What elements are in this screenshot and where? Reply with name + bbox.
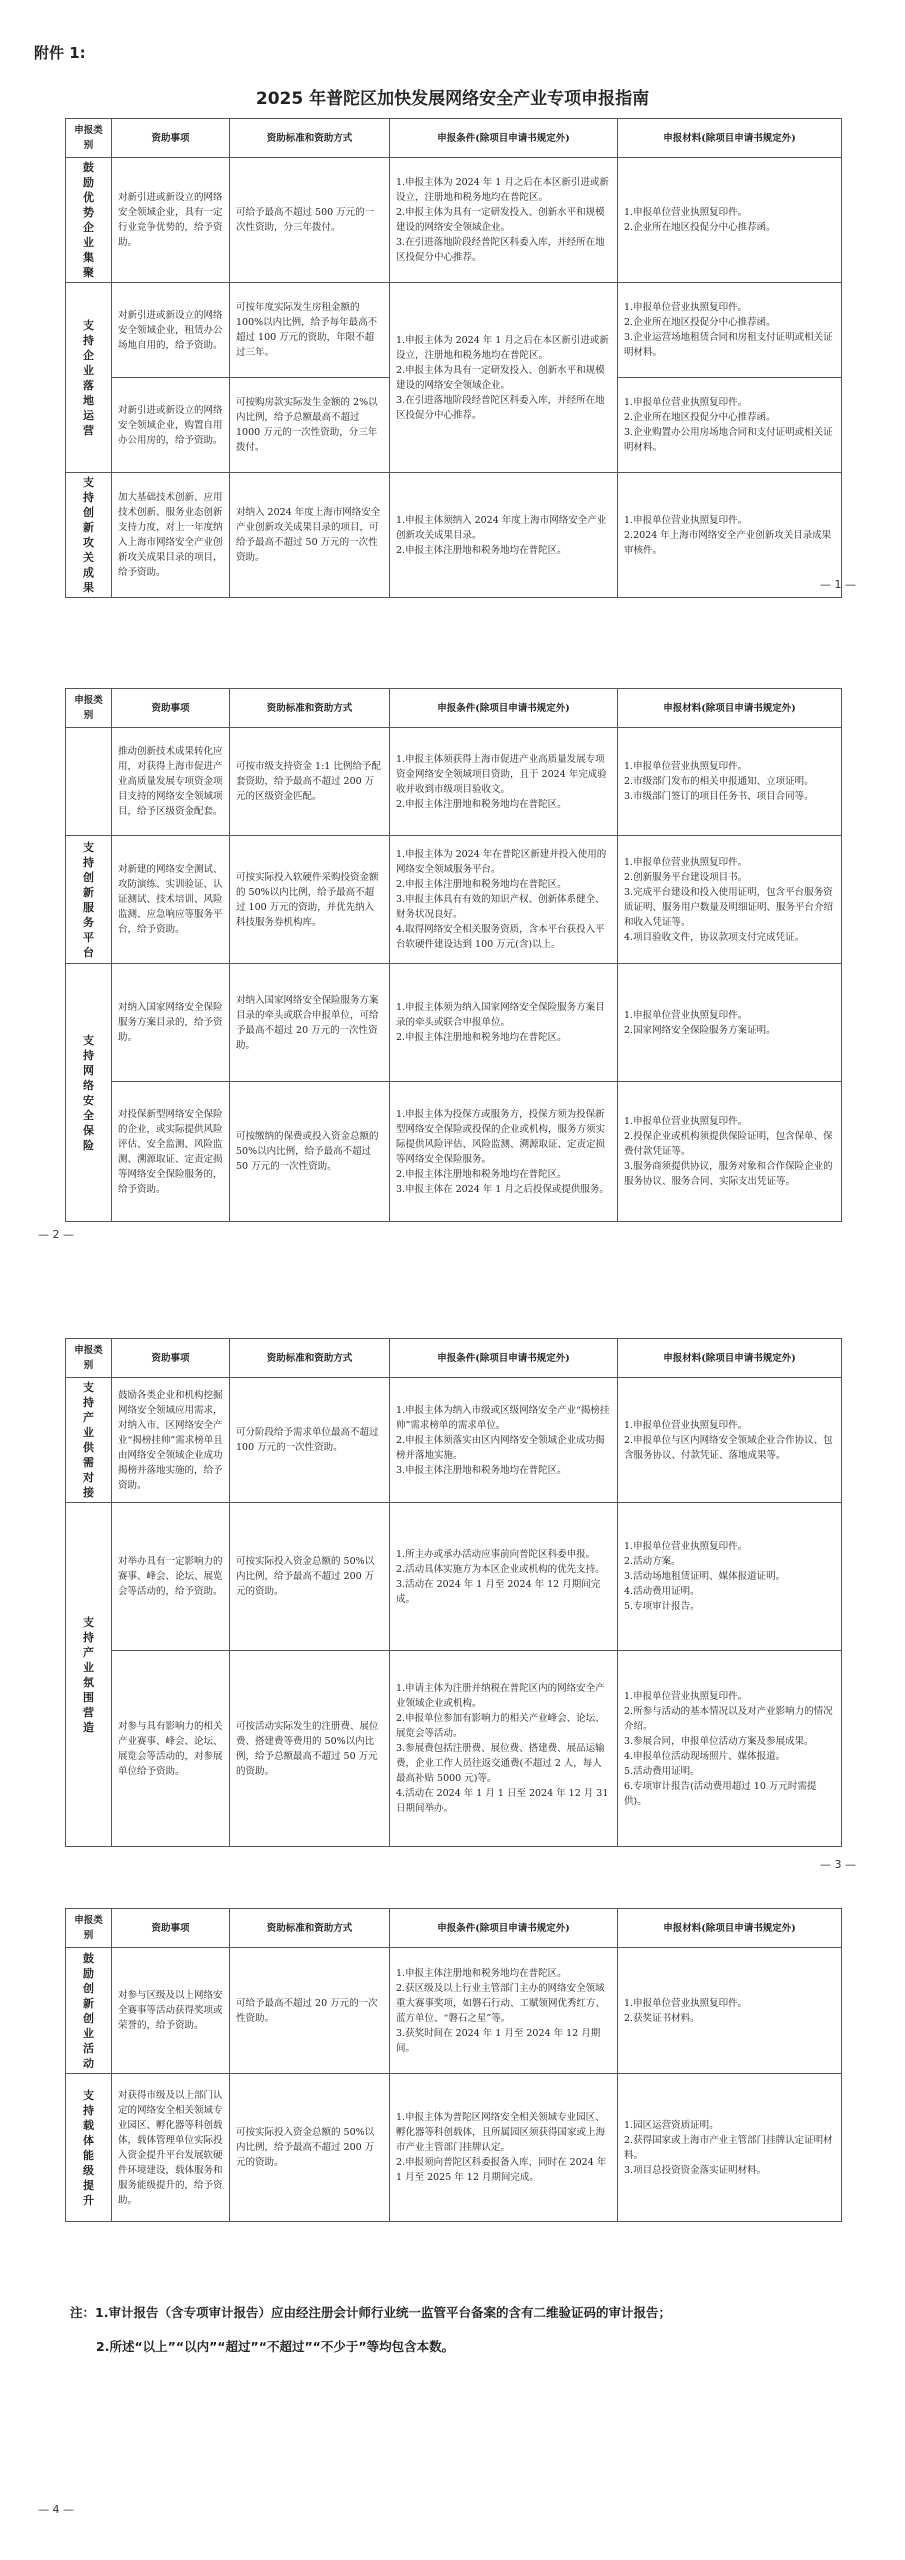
table-row [66, 728, 842, 836]
conditions-cell: 1.申报主体为 2024 年 1 月之后在本区新引进或新设立，注册地和税务地均在普陀区。 2.申报主体为具有一定研发投入、创新水平和规模建设的网络安全领域企业。 3.在引进落地阶段经普陀区科委入库，并经所在地区投促分中心推荐。 [390, 283, 618, 473]
header-standard: 资助标准和资助方式 [230, 689, 390, 728]
header-item: 资助事项 [112, 119, 230, 158]
conditions-cell: 1.申报主体须获得上海市促进产业高质量发展专项资金网络安全领域项目资助，且于 2024 年完成验收并收到市级项目验收文。 2.申报主体注册地和税务地均在普陀区。 [390, 728, 618, 836]
materials-cell: 1.申报单位营业执照复印件。 2.国家网络安全保险服务方案证明。 [618, 964, 842, 1082]
category-cell: 支持载体能级提升 [66, 2074, 112, 2222]
note-2: 2.所述“以上”“以内”“超过”“不超过”“不少于”等均包含本数。 [96, 2339, 455, 2354]
guide-table-page-2 [65, 688, 842, 1222]
page-number-4: — 4 — [38, 2503, 74, 2516]
standard-cell: 对纳入 2024 年度上海市网络安全产业创新攻关成果目录的项目，可给予最高不超过 50 万元的一次性资助。 [230, 473, 390, 598]
item-cell: 对新引进或新设立的网络安全领域企业，租赁办公场地自用的，给予资助。 [112, 283, 230, 378]
notes [70, 2296, 671, 2364]
standard-cell: 可给予最高不超过 500 万元的一次性资助，分三年拨付。 [230, 158, 390, 283]
conditions-cell: 1.申报主体注册地和税务地均在普陀区。 2.获区级及以上行业主管部门主办的网络安全领域重大赛事奖项，如磐石行动、工赋领网优秀红方、蓝方单位、“磐石之星”等。 3.获奖时间在 2024 年 1 月至 2024 年 12 月期间。 [390, 1948, 618, 2074]
item-cell: 对新引进或新设立的网络安全领域企业，购置自用办公用房的，给予资助。 [112, 378, 230, 473]
page-number-2: — 2 — [38, 1228, 74, 1241]
materials-cell: 1.申报单位营业执照复印件。 2.投保企业或机构须提供保险证明，包含保单、保费付款凭证等。 3.服务商须提供协议，服务对象和合作保险企业的服务协议、服务合同、实际支出凭证等。 [618, 1082, 842, 1222]
table-row [66, 1503, 842, 1651]
note-1: 注：1.审计报告（含专项审计报告）应由经注册会计师行业统一监管平台备案的含有二维验证码的审计报告； [70, 2305, 671, 2320]
category-cell: 支持产业供需对接 [66, 1378, 112, 1503]
table-header [66, 1909, 842, 1948]
materials-cell: 1.申报单位营业执照复印件。 2.2024 年上海市网络安全产业创新攻关目录成果审核件。 [618, 473, 842, 598]
item-cell: 对新建的网络安全测试、攻防演练、实训验证、认证测试、技术培训、风险监测、应急响应等服务平台，给予资助。 [112, 836, 230, 964]
materials-cell: 1.申报单位营业执照复印件。 2.活动方案。 3.活动场地租赁证明、媒体报道证明。 4.活动费用证明。 5.专项审计报告。 [618, 1503, 842, 1651]
materials-cell: 1.申报单位营业执照复印件。 2.创新服务平台建设项目书。 3.完成平台建设和投入使用证明，包含平台服务资质证明、服务用户数量及明细证明、服务平台介绍和收入凭证等。 4.项目验收文件，协议款项支付完成凭证。 [618, 836, 842, 964]
header-materials: 申报材料(除项目申请书规定外) [618, 1339, 842, 1378]
item-cell: 对参与具有影响力的相关产业赛事、峰会、论坛、展览会等活动的，对参展单位给予资助。 [112, 1651, 230, 1847]
guide-table-page-1 [65, 118, 842, 598]
category-cell: 支持网络安全保险 [66, 964, 112, 1222]
category-cell: 鼓励优势企业集聚 [66, 158, 112, 283]
table-row [66, 158, 842, 283]
page-number-3: — 3 — [820, 1858, 856, 1871]
header-item: 资助事项 [112, 1909, 230, 1948]
conditions-cell: 1.申报主体为普陀区网络安全相关领域专业园区、孵化器等科创载体，且所属园区须获得国家或上海市产业主管部门挂牌认定。 2.申报须向普陀区科委报备入库，同时在 2024 年 1 月至 2025 年 12 月期间完成。 [390, 2074, 618, 2222]
header-standard: 资助标准和资助方式 [230, 1339, 390, 1378]
conditions-cell: 1.所主办或承办活动应事前向普陀区科委申报。 2.活动具体实施方为本区企业或机构的优先支持。 3.活动在 2024 年 1 月至 2024 年 12 月期间完成。 [390, 1503, 618, 1651]
category-cell: 支持创新攻关成果 [66, 473, 112, 598]
conditions-cell: 1.申报主体为投保方或服务方，投保方须为投保新型网络安全保险或投保的企业或机构，服务方须实际提供风险评估、风险监测、溯源取证、定责定损等网络安全保险服务。 2.申报主体注册地和税务地均在普陀区。 3.申报主体在 2024 年 1 月之后投保或提供服务。 [390, 1082, 618, 1222]
table-row [66, 964, 842, 1082]
materials-cell: 1.申报单位营业执照复印件。 2.所参与活动的基本情况以及对产业影响力的情况介绍。 3.参展合同，申报单位活动方案及参展成果。 4.申报单位活动现场照片、媒体报道。 5.活动费用证明。 6.专项审计报告(活动费用超过 10 万元时需提供)。 [618, 1651, 842, 1847]
attachment-label: 附件 1: [34, 44, 86, 62]
guide-table-page-4 [65, 1908, 842, 2222]
item-cell: 加大基础技术创新、应用技术创新、服务业态创新支持力度，对上一年度纳入上海市网络安全产业创新攻关成果目录的项目，给予资助。 [112, 473, 230, 598]
table-row [66, 1651, 842, 1847]
standard-cell: 可按实际投入资金总额的 50%以内比例，给予最高不超过 200 万元的资助。 [230, 2074, 390, 2222]
header-materials: 申报材料(除项目申请书规定外) [618, 119, 842, 158]
standard-cell: 可按实际投入资金总额的 50%以内比例，给予最高不超过 200 万元的资助。 [230, 1503, 390, 1651]
table-row [66, 1948, 842, 2074]
standard-cell: 可按购房款实际发生金额的 2%以内比例，给予总额最高不超过1000 万元的一次性资助，分三年拨付。 [230, 378, 390, 473]
item-cell: 对纳入国家网络安全保险服务方案目录的，给予资助。 [112, 964, 230, 1082]
standard-cell: 可按市级支持资金 1:1 比例给予配套资助，给予最高不超过 200 万元的区级资金匹配。 [230, 728, 390, 836]
standard-cell: 可分阶段给予需求单位最高不超过 100 万元的一次性资助。 [230, 1378, 390, 1503]
table-row [66, 1082, 842, 1222]
header-category: 申报类别 [66, 119, 112, 158]
conditions-cell: 1.申报主体为 2024 年 1 月之后在本区新引进或新设立，注册地和税务地均在普陀区。 2.申报主体为具有一定研发投入、创新水平和规模建设的网络安全领域企业。 3.在引进落地阶段经普陀区科委入库，并经所在地区投促分中心推荐。 [390, 158, 618, 283]
page-number-1: — 1 — [820, 578, 856, 591]
standard-cell: 可给予最高不超过 20 万元的一次性资助。 [230, 1948, 390, 2074]
table-row [66, 473, 842, 598]
materials-cell: 1.申报单位营业执照复印件。 2.市级部门发布的相关申报通知、立项证明。 3.市级部门签订的项目任务书、项目合同等。 [618, 728, 842, 836]
category-cell: 支持创新服务平台 [66, 836, 112, 964]
header-materials: 申报材料(除项目申请书规定外) [618, 1909, 842, 1948]
materials-cell: 1.申报单位营业执照复印件。 2.企业所在地区投促分中心推荐函。 3.企业运营场地租赁合同和房租支付证明或相关证明材料。 [618, 283, 842, 378]
conditions-cell: 1.申报主体为 2024 年在普陀区新建并投入使用的网络安全领域服务平台。 2.申报主体注册地和税务地均在普陀区。 3.申报主体具有有效的知识产权、创新体系健全、财务状况良好。 4.取得网络安全相关服务资质，含本平台获投入平台软硬件建设达到 100 万元(含)以上。 [390, 836, 618, 964]
header-category: 申报类别 [66, 1909, 112, 1948]
header-conditions: 申报条件(除项目申请书规定外) [390, 119, 618, 158]
header-standard: 资助标准和资助方式 [230, 119, 390, 158]
materials-cell: 1.申报单位营业执照复印件。 2.企业所在地区投促分中心推荐函。 3.企业购置办公用房场地合同和支付证明或相关证明材料。 [618, 378, 842, 473]
header-item: 资助事项 [112, 1339, 230, 1378]
category-cell: 支持产业氛围营造 [66, 1503, 112, 1847]
materials-cell: 1.园区运营资质证明。 2.获得国家或上海市产业主管部门挂牌认定证明材料。 3.项目总投资资金落实证明材料。 [618, 2074, 842, 2222]
table-row [66, 283, 842, 378]
item-cell: 鼓励各类企业和机构挖掘网络安全领域应用需求，对纳入市、区网络安全产业“揭榜挂帅”需求榜单且由网络安全领域企业成功揭榜并落地实施的，给予资助。 [112, 1378, 230, 1503]
materials-cell: 1.申报单位营业执照复印件。 2.获奖证书材料。 [618, 1948, 842, 2074]
header-category: 申报类别 [66, 689, 112, 728]
header-materials: 申报材料(除项目申请书规定外) [618, 689, 842, 728]
standard-cell: 对纳入国家网络安全保险服务方案目录的牵头或联合申报单位，可给予最高不超过 20 万元的一次性资助。 [230, 964, 390, 1082]
conditions-cell: 1.申报主体须为纳入国家网络安全保险服务方案目录的牵头或联合申报单位。 2.申报主体注册地和税务地均在普陀区。 [390, 964, 618, 1082]
materials-cell: 1.申报单位营业执照复印件。 2.企业所在地区投促分中心推荐函。 [618, 158, 842, 283]
header-item: 资助事项 [112, 689, 230, 728]
conditions-cell: 1.申报主体为纳入市级或区级网络安全产业“揭榜挂帅”需求榜单的需求单位。 2.申报主体须落实由区内网络安全领域企业成功揭榜并落地实施。 3.申报主体注册地和税务地均在普陀区。 [390, 1378, 618, 1503]
item-cell: 对举办具有一定影响力的赛事、峰会、论坛、展览会等活动的，给予资助。 [112, 1503, 230, 1651]
item-cell: 对参与区级及以上网络安全赛事等活动获得奖项或荣誉的，给予资助。 [112, 1948, 230, 2074]
category-cell: 鼓励创新创业活动 [66, 1948, 112, 2074]
materials-cell: 1.申报单位营业执照复印件。 2.申报单位与区内网络安全领域企业合作协议、包含服务协议、付款凭证、落地成果等。 [618, 1378, 842, 1503]
header-category: 申报类别 [66, 1339, 112, 1378]
standard-cell: 可按活动实际发生的注册费、展位费、搭建费等费用的 50%以内比例，给予总额最高不超过 50 万元的资助。 [230, 1651, 390, 1847]
item-cell: 推动创新技术成果转化应用，对获得上海市促进产业高质量发展专项资金项目支持的网络安全领域项目，给予区级资金配套。 [112, 728, 230, 836]
document-title: 2025 年普陀区加快发展网络安全产业专项申报指南 [255, 89, 650, 109]
table-row [66, 1378, 842, 1503]
conditions-cell: 1.申报主体须纳入 2024 年度上海市网络安全产业创新攻关成果目录。 2.申报主体注册地和税务地均在普陀区。 [390, 473, 618, 598]
table-header [66, 119, 842, 158]
guide-table-page-3 [65, 1338, 842, 1847]
item-cell: 对投保新型网络安全保险的企业，或实际提供风险评估、安全监测、风险监测、溯源取证、定责定损等网络安全保险服务的，给予资助。 [112, 1082, 230, 1222]
standard-cell: 可按实际投入软硬件采购投资金额的 50%以内比例，给予最高不超过 100 万元的资助，并优先纳入科技服务券机构库。 [230, 836, 390, 964]
header-conditions: 申报条件(除项目申请书规定外) [390, 1339, 618, 1378]
header-conditions: 申报条件(除项目申请书规定外) [390, 1909, 618, 1948]
item-cell: 对获得市级及以上部门认定的网络安全相关领域专业园区、孵化器等科创载体，载体管理单位实际投入资金提升平台发展软硬件环境建设，载体服务和服务能级提升的，给予资助。 [112, 2074, 230, 2222]
header-standard: 资助标准和资助方式 [230, 1909, 390, 1948]
table-header [66, 689, 842, 728]
table-row [66, 836, 842, 964]
category-cell [66, 728, 112, 836]
header-conditions: 申报条件(除项目申请书规定外) [390, 689, 618, 728]
standard-cell: 可按年度实际发生房租金额的100%以内比例，给予每年最高不超过 100 万元的资助，年限不超过三年。 [230, 283, 390, 378]
category-cell: 支持企业落地运营 [66, 283, 112, 473]
table-header [66, 1339, 842, 1378]
item-cell: 对新引进或新设立的网络安全领域企业，具有一定行业竞争优势的，给予资助。 [112, 158, 230, 283]
conditions-cell: 1.申请主体为注册并纳税在普陀区内的网络安全产业领域企业或机构。 2.申报单位参加有影响力的相关产业峰会、论坛、展览会等活动。 3.参展费包括注册费、展位费、搭建费、展品运输费，企业工作人员往返交通费(不超过 2 人，每人最高补贴 5000 元)等。 4.活动在 2024 年 1 月 1 日至 2024 年 12 月 31 日期间举办。 [390, 1651, 618, 1847]
table-row [66, 2074, 842, 2222]
standard-cell: 可按缴纳的保费或投入资金总额的50%以内比例，给予最高不超过 50 万元的一次性资助。 [230, 1082, 390, 1222]
